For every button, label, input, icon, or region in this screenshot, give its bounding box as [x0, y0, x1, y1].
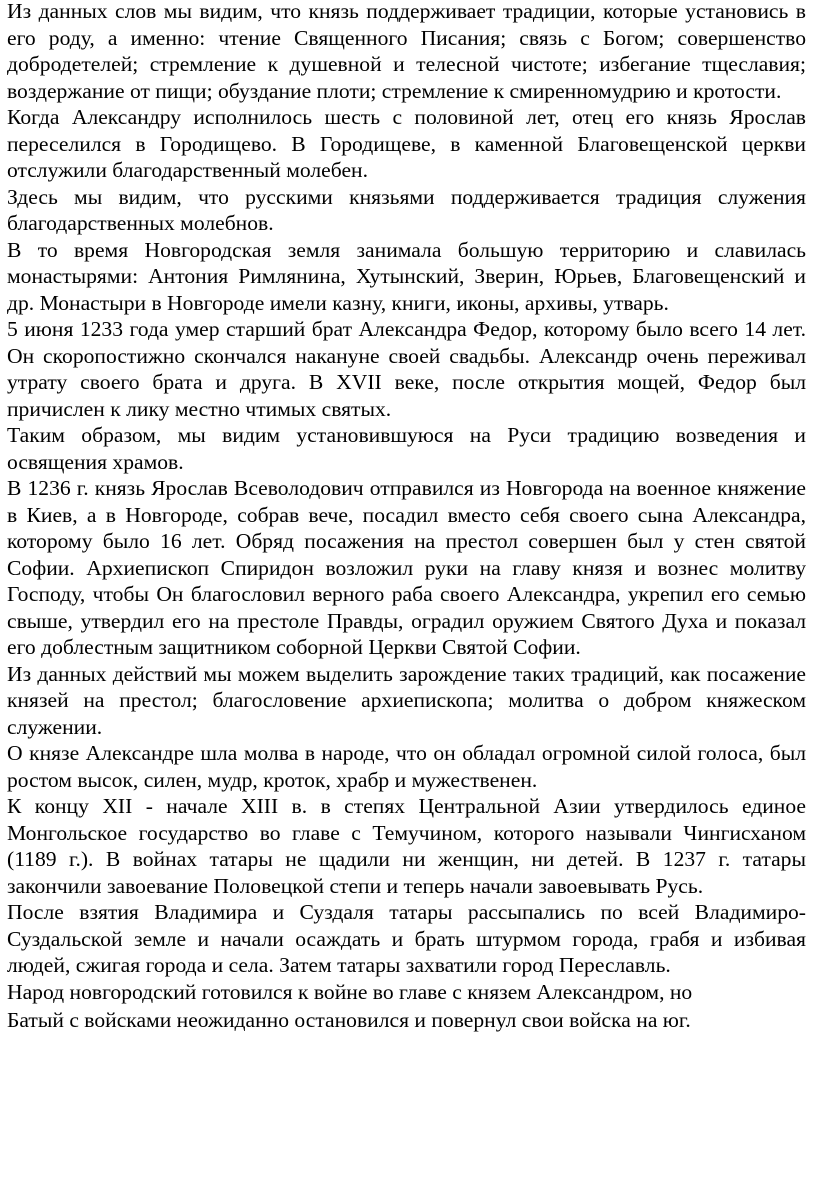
paragraph-batu-turn: Батый с войсками неожиданно остановился и повернул свои войска на юг.: [7, 1008, 691, 1032]
paragraph-alexander-rumor: О князе Александре шла молва в народе, что он обладал огромной силой голоса, был ростом высок, силен, мудр, кроток, храбр и мужественен.: [7, 741, 806, 792]
paragraph-enthronement: В 1236 г. князь Ярослав Всеволодович отправился из Новгорода на военное княжение в Киев, а в Новгороде, собрав вече, посадил вместо себя своего сына Александра, которому было 16 лет. Обряд посажения на престол совершен был у стен святой Софии. Архиепископ Спиридон возложил руки на главу князя и вознес молитву Господу, чтобы Он благословил верного раба своего Александра, укрепил его семью свыше, утвердил его на престоле Правды, оградил оружием Святого Духа и показал его доблестным защитником соборной Церкви Святой Софии.: [7, 476, 806, 659]
paragraph-gorodishchevo: Когда Александру исполнилось шесть с половиной лет, отец его князь Ярослав переселился в Городищево. В Городищеве, в каменной Благовещенской церкви отслужили благодарственный молебен.: [7, 105, 806, 182]
paragraph-mongol-state: К концу XII - начале XIII в. в степях Центральной Азии утвердилось единое Монгольское государство во главе с Темучином, которого называли Чингисханом (1189 г.). В войнах татары не щадили ни женщин, ни детей. В 1237 г. татары закончили завоевание Половецкой степи и теперь начали завоевывать Русь.: [7, 794, 806, 898]
paragraph-thanksgiving-tradition: Здесь мы видим, что русскими князьями поддерживается традиция служения благодарственных молебнов.: [7, 184, 806, 235]
paragraph-temple-tradition: Таким образом, мы видим установившуюся на Руси традицию возведения и освящения храмов.: [7, 423, 806, 474]
paragraph-traditions-origin: Из данных действий мы можем выделить зарождение таких традиций, как посажение князей на престол; благословение архиепископа; молитва о добром княжеском служении.: [7, 661, 806, 739]
paragraph-fedor-death: 5 июня 1233 года умер старший брат Александра Федор, которому было всего 14 лет. Он скоропостижно скончался накануне своей свадьбы. Александр очень переживал утрату своего брата и друга. В XVII веке, после открытия мощей, Федор был причислен к лику местно чтимых святых.: [7, 317, 806, 421]
paragraph-vladimir-suzdal: После взятия Владимира и Суздаля татары рассыпались по всей Владимиро-Суздальской земле и начали осаждать и брать штурмом города, грабя и избивая людей, сжигая города и села. Затем татары захватили город Переславль.: [7, 900, 806, 977]
paragraph-traditions-list: Из данных слов мы видим, что князь поддерживает традиции, которые установись в его роду, а именно: чтение Священного Писания; связь с Богом; совершенство добродетелей; стремление к душевной и телесной чистоте; избегание тщеславия; воздержание от пищи; обуздание плоти; стремление к смиренномудрию и кротости.: [7, 0, 806, 103]
paragraph-novgorod-monasteries: В то время Новгородская земля занимала большую территорию и славилась монастырями: Антония Римлянина, Хутынский, Зверин, Юрьев, Благовещенский и др. Монастыри в Новгороде имели казну, книги, иконы, архивы, утварь.: [7, 237, 806, 315]
paragraph-novgorod-war: Народ новгородский готовился к войне во главе с князем Александром, но: [7, 979, 693, 1004]
